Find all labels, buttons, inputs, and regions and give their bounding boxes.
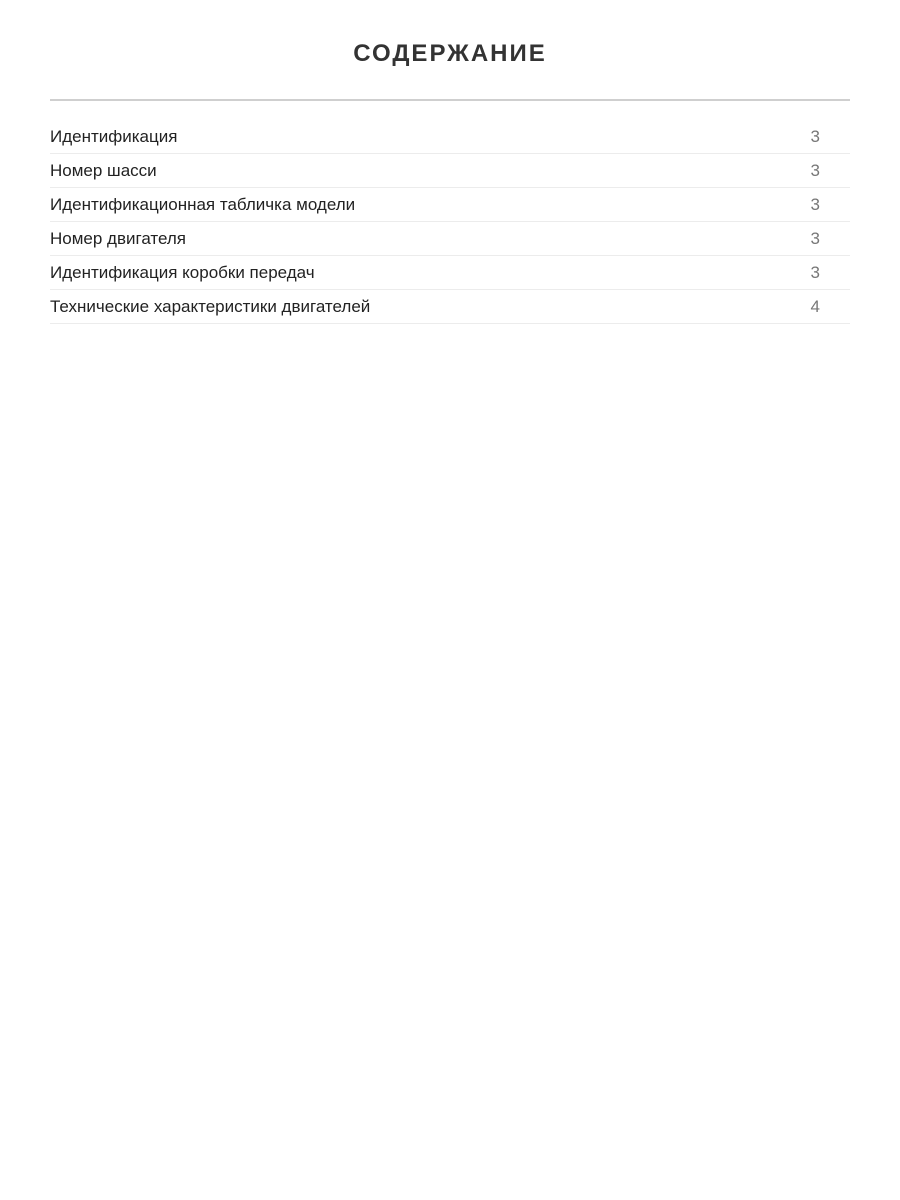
toc-entry-label: Идентификация коробки передач — [50, 263, 315, 282]
toc-list — [50, 120, 850, 324]
toc-entry-engine-number[interactable] — [50, 222, 850, 256]
toc-entry-chassis-number[interactable] — [50, 154, 850, 188]
title-divider — [50, 99, 850, 101]
toc-entry-label: Идентификация — [50, 127, 178, 146]
toc-entry-model-plate[interactable] — [50, 188, 850, 222]
toc-entry-page-number: 3 — [810, 195, 820, 214]
toc-entry-label: Номер шасси — [50, 161, 157, 180]
toc-entry-label: Технические характеристики двигателей — [50, 297, 371, 316]
toc-entry-engine-specs[interactable] — [50, 290, 850, 324]
toc-entry-identification[interactable] — [50, 120, 850, 154]
toc-entry-page-number: 4 — [810, 297, 820, 316]
toc-entry-label: Номер двигателя — [50, 229, 187, 248]
toc-entry-gearbox-identification[interactable] — [50, 256, 850, 290]
toc-title: СОДЕРЖАНИЕ — [353, 40, 547, 67]
toc-entry-page-number: 3 — [810, 161, 820, 180]
toc-entry-page-number: 3 — [810, 263, 820, 282]
toc-entry-page-number: 3 — [810, 127, 820, 146]
toc-entry-page-number: 3 — [810, 229, 820, 248]
toc-entry-label: Идентификационная табличка модели — [50, 195, 356, 214]
